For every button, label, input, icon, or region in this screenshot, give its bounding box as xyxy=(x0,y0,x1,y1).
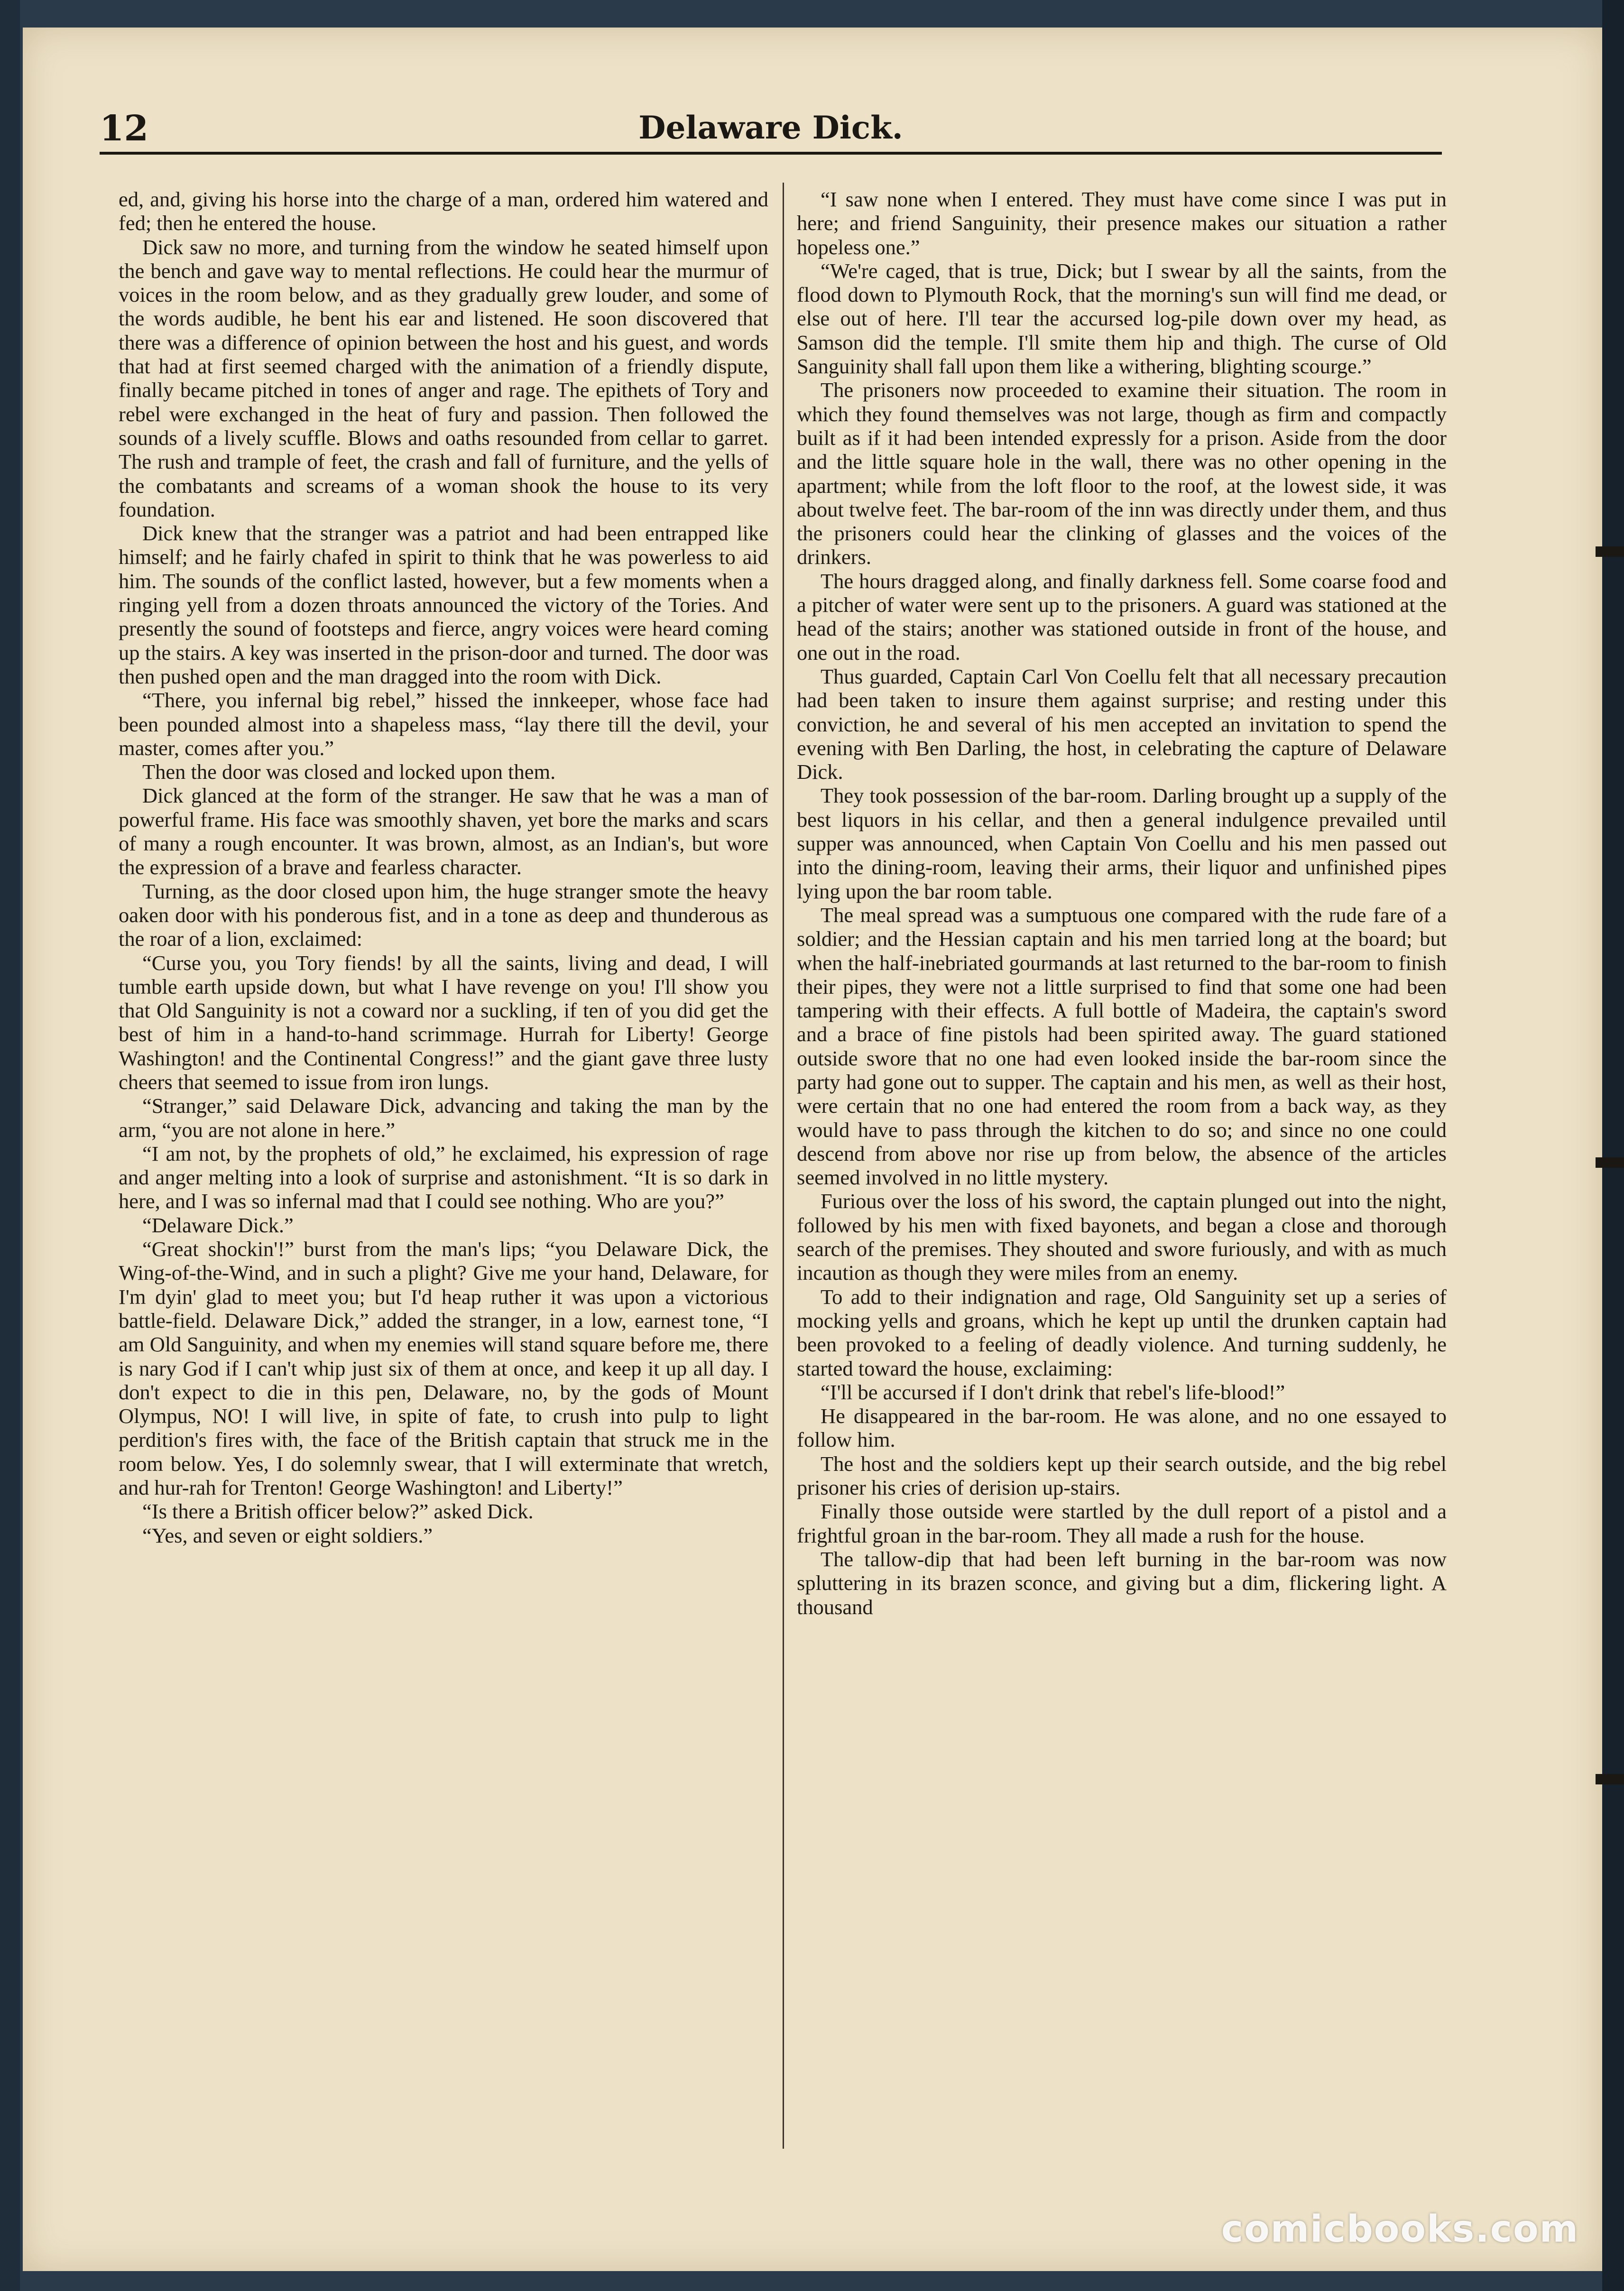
paragraph: “Delaware Dick.” xyxy=(142,1213,294,1237)
paragraph: “There, you infernal big rebel,” hissed the innkeeper, whose face had been pounded almost into a shapeless mass, “lay there till the devil, your master, comes after you.” xyxy=(119,688,768,760)
paragraph: “I saw none when I entered. They must have come since I was put in here; and friend Sanguinity, their presence makes our situation a rather hopeless one.” xyxy=(797,187,1447,259)
paragraph: “We're caged, that is true, Dick; but I swear by all the saints, from the flood down to Plymouth Rock, that the morning's sun will find me dead, or else out of here. I'll tear the accursed log-pile down over my head, as Samson did the temple. I'll smite them hip and thigh. The curse of Old Sanguinity shall fall upon them like a withering, blighting scourge.” xyxy=(797,259,1447,379)
paragraph: Furious over the loss of his sword, the captain plunged out into the night, followed by his men with fixed bayonets, and began a close and thorough search of the premises. They shouted and swore furiously, and with as much incaution as though they were miles from an enemy. xyxy=(797,1189,1447,1285)
paragraph: Dick knew that the stranger was a patriot and had been entrapped like himself; and he fairly chafed in spirit to think that he was powerless to aid him. The sounds of the conflict lasted, however, but a few moments when a ringing yell from a dozen throats announced the victory of the Tories. And presently the sound of footsteps and fierce, angry voices were heard coming up the stairs. A key was inserted in the prison-door and turned. The door was then pushed open and the man dragged into the room with Dick. xyxy=(119,521,768,688)
right-text-column xyxy=(797,187,1447,1619)
page-edge-mark xyxy=(1596,546,1624,557)
paragraph: Finally those outside were startled by the dull report of a pistol and a frightful groan in the bar-room. They all made a rush for the house. xyxy=(797,1499,1447,1547)
paragraph: Then the door was closed and locked upon them. xyxy=(142,760,556,784)
page-edge-mark xyxy=(1596,1157,1624,1168)
paragraph: “Yes, and seven or eight soldiers.” xyxy=(142,1523,433,1547)
binding-gutter xyxy=(0,0,20,2291)
paragraph: “Is there a British officer below?” asked Dick. xyxy=(142,1499,534,1524)
paragraph: They took possession of the bar-room. Darling brought up a supply of the best liquors in his cellar, and then a general indulgence prevailed until supper was announced, when Captain Von Coellu and his men passed out into the dining-room, leaving their arms, their liquor and unfinished pipes lying upon the bar room table. xyxy=(797,784,1447,903)
paragraph: The hours dragged along, and finally darkness fell. Some coarse food and a pitcher of water were sent up to the prisoners. A guard was stationed at the head of the stairs; another was stationed outside in front of the house, and one out in the road. xyxy=(797,569,1447,665)
page-edge-mark xyxy=(1596,1774,1624,1784)
paragraph: The prisoners now proceeded to examine their situation. The room in which they found themselves was not large, though as firm and compactly built as if it had been intended expressly for a prison. Aside from the door and the little square hole in the wall, there was no other opening in the apartment; while from the loft floor to the roof, at the lowest side, it was about twelve feet. The bar-room of the inn was directly under them, and thus the prisoners could hear the clinking of glasses and the voices of the drinkers. xyxy=(797,378,1447,569)
paragraph: “Stranger,” said Delaware Dick, advancing and taking the man by the arm, “you are not alone in here.” xyxy=(119,1094,768,1142)
paragraph: ed, and, giving his horse into the charge of a man, ordered him watered and fed; then he entered the house. xyxy=(119,187,768,235)
paragraph: “Curse you, you Tory fiends! by all the saints, living and dead, I will tumble earth upside down, but what I have revenge on you! I'll show you that Old Sanguinity is not a coward nor a suckling, if ten of you did get the best of him in a hand-to-hand scrimmage. Hurrah for Liberty! George Washington! and the Continental Congress!” and the giant gave three lusty cheers that seemed to issue from iron lungs. xyxy=(119,951,768,1094)
column-divider xyxy=(783,183,784,2149)
paragraph: He disappeared in the bar-room. He was alone, and no one essayed to follow him. xyxy=(797,1404,1447,1452)
left-text-column xyxy=(119,187,768,1547)
watermark: comicbooks.com xyxy=(1221,2208,1579,2251)
paragraph: “I'll be accursed if I don't drink that rebel's life-blood!” xyxy=(821,1380,1285,1404)
paragraph: The host and the soldiers kept up their search outside, and the big rebel prisoner his cries of derision up-stairs. xyxy=(797,1451,1447,1500)
paragraph: Thus guarded, Captain Carl Von Coellu felt that all necessary precaution had been taken to insure them against surprise; and resting under this conviction, he and several of his men accepted an invitation to spend the evening with Ben Darling, the host, in celebrating the capture of Delaware Dick. xyxy=(797,664,1447,784)
paragraph: To add to their indignation and rage, Old Sanguinity set up a series of mocking yells and groans, which he kept up until the drunken captain had been provoked to a feeling of deadly violence. And turning suddenly, he started toward the house, exclaiming: xyxy=(797,1284,1447,1380)
page-header xyxy=(100,100,1442,155)
paragraph: Dick saw no more, and turning from the window he seated himself upon the bench and gave way to mental reflections. He could hear the murmur of voices in the room below, and as they gradually grew louder, and some of the words audible, he bent his ear and listened. He soon discovered that there was a difference of opinion between the host and his guest, and words that had at first seemed charged with the animation of a friendly dispute, finally became pitched in tones of anger and rage. The epithets of Tory and rebel were exchanged in the heat of fury and passion. Then followed the sounds of a lively scuffle. Blows and oaths resounded from cellar to garret. The rush and trample of feet, the crash and fall of furniture, and the yells of the combatants and screams of a woman shook the house to its very foundation. xyxy=(119,235,768,521)
paragraph: “I am not, by the prophets of old,” he exclaimed, his expression of rage and anger melting into a look of surprise and astonishment. “It is so dark in here, and I was so infernal mad that I could see nothing. Who are you?” xyxy=(119,1141,768,1213)
paragraph: Dick glanced at the form of the stranger. He saw that he was a man of powerful frame. His face was smoothly shaven, yet bore the marks and scars of many a rough encounter. It was brown, almost, as an Indian's, but wore the expression of a brave and fearless character. xyxy=(119,784,768,879)
paragraph: “Great shockin'!” burst from the man's lips; “you Delaware Dick, the Wing-of-the-Wind, and in such a plight? Give me your hand, Delaware, for I'm dyin' glad to meet you; but I'd heap ruther it was upon a victorious battle-field. Delaware Dick,” added the stranger, in a low, earnest tone, “I am Old Sanguinity, and when my enemies will stand square before me, there is nary God if I can't whip just six of them at once, and keep it up all day. I don't expect to die in this pen, Delaware, no, by the gods of Mount Olympus, NO! I will live, in spite of fate, to crush into pulp to light perdition's fires with, the face of the British captain that struck me in the room below. Yes, I do solemnly swear, that I will exterminate that wretch, and hur-rah for Trenton! George Washington! and Liberty!” xyxy=(119,1237,768,1500)
paragraph: The meal spread was a sumptuous one compared with the rude fare of a soldier; and the Hessian captain and his men tarried long at the board; but when the half-inebriated gourmands at last returned to the bar-room to finish their pipes, they were not a little surprised to find that some one had been tampering with their effects. A full bottle of Madeira, the captain's sword and a brace of fine pistols had been spirited away. The guard stationed outside swore that no one had even looked inside the bar-room since the party had gone out to supper. The captain and his men, as well as their host, were certain that no one had entered the room from a back way, as they would have to pass through the kitchen to do so; and since no one could descend from above nor rise up from below, the absence of the articles seemed involved in no little mystery. xyxy=(797,903,1447,1190)
paragraph: The tallow-dip that had been left burning in the bar-room was now spluttering in its brazen sconce, and giving but a dim, flickering light. A thousand xyxy=(797,1547,1447,1619)
running-title: Delaware Dick. xyxy=(638,109,903,146)
scan-edge xyxy=(1602,0,1624,2291)
page-number: 12 xyxy=(100,108,148,149)
paragraph: Turning, as the door closed upon him, the huge stranger smote the heavy oaken door with his ponderous fist, and in a tone as deep and thunderous as the roar of a lion, exclaimed: xyxy=(119,879,768,951)
